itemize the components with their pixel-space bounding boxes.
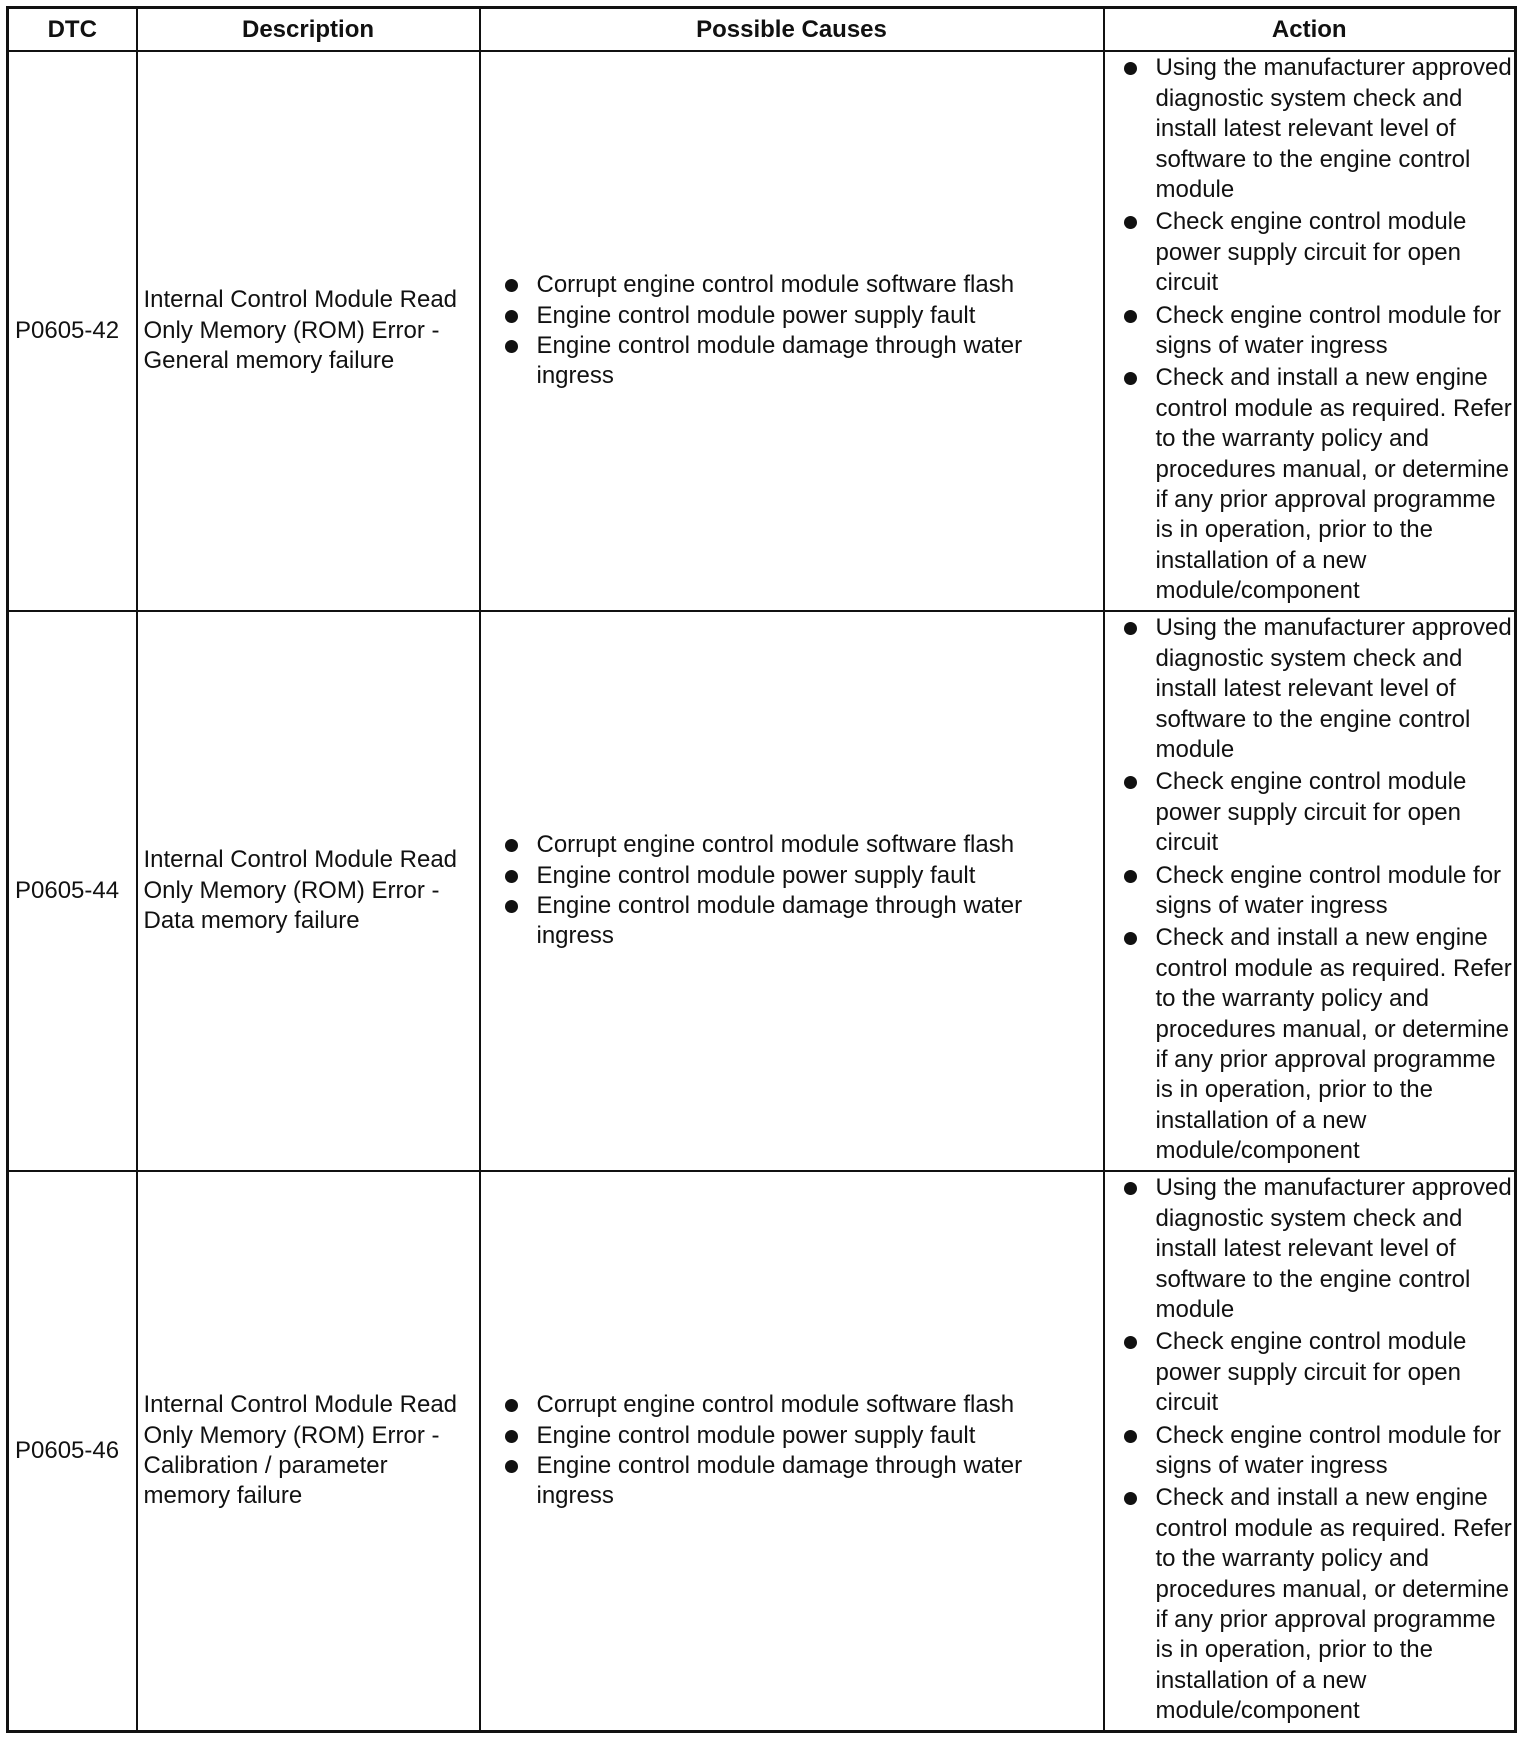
- column-header-description: Description: [137, 8, 480, 52]
- dtc-description: Internal Control Module Read Only Memory (ROM) Error - Calibration / parameter memory failure: [137, 1171, 480, 1732]
- possible-causes-list: [503, 830, 1097, 952]
- column-header-action: Action: [1104, 8, 1516, 52]
- action-item: Check engine control module for signs of water ingress: [1122, 301, 1513, 362]
- possible-causes-cell: [480, 1171, 1104, 1732]
- action-item: Using the manufacturer approved diagnostic system check and install latest relevant level of software to the engine control module: [1122, 613, 1513, 765]
- action-item: Check and install a new engine control module as required. Refer to the warranty policy and procedures manual, or determine if any prior approval programme is in operation, prior to the installation of a new module/component: [1122, 923, 1513, 1166]
- cause-item: Engine control module damage through water ingress: [503, 1451, 1097, 1512]
- dtc-table: [6, 6, 1517, 1733]
- action-item: Check engine control module power supply circuit for open circuit: [1122, 1327, 1513, 1418]
- table-row: [8, 51, 1516, 611]
- cause-item: Engine control module power supply fault: [503, 1421, 1097, 1451]
- cause-item: Engine control module power supply fault: [503, 861, 1097, 891]
- dtc-code: P0605-44: [8, 611, 137, 1171]
- action-list: [1122, 1173, 1513, 1726]
- dtc-code: P0605-46: [8, 1171, 137, 1732]
- action-list: [1122, 613, 1513, 1166]
- table-header-row: [8, 8, 1516, 52]
- action-item: Check engine control module power supply circuit for open circuit: [1122, 767, 1513, 858]
- action-item: Using the manufacturer approved diagnostic system check and install latest relevant level of software to the engine control module: [1122, 53, 1513, 205]
- action-cell: [1104, 611, 1516, 1171]
- action-cell: [1104, 1171, 1516, 1732]
- action-cell: [1104, 51, 1516, 611]
- possible-causes-cell: [480, 611, 1104, 1171]
- dtc-description: Internal Control Module Read Only Memory (ROM) Error - General memory failure: [137, 51, 480, 611]
- cause-item: Corrupt engine control module software flash: [503, 270, 1097, 300]
- dtc-description: Internal Control Module Read Only Memory (ROM) Error - Data memory failure: [137, 611, 480, 1171]
- cause-item: Corrupt engine control module software flash: [503, 830, 1097, 860]
- column-header-dtc: DTC: [8, 8, 137, 52]
- action-item: Check engine control module for signs of water ingress: [1122, 1421, 1513, 1482]
- action-item: Check and install a new engine control module as required. Refer to the warranty policy and procedures manual, or determine if any prior approval programme is in operation, prior to the installation of a new module/component: [1122, 363, 1513, 606]
- action-item: Using the manufacturer approved diagnostic system check and install latest relevant level of software to the engine control module: [1122, 1173, 1513, 1325]
- cause-item: Engine control module power supply fault: [503, 301, 1097, 331]
- column-header-possible-causes: Possible Causes: [480, 8, 1104, 52]
- possible-causes-list: [503, 1390, 1097, 1512]
- dtc-code: P0605-42: [8, 51, 137, 611]
- action-item: Check engine control module for signs of water ingress: [1122, 861, 1513, 922]
- cause-item: Engine control module damage through water ingress: [503, 891, 1097, 952]
- cause-item: Corrupt engine control module software flash: [503, 1390, 1097, 1420]
- table-row: [8, 611, 1516, 1171]
- possible-causes-cell: [480, 51, 1104, 611]
- cause-item: Engine control module damage through water ingress: [503, 331, 1097, 392]
- action-item: Check engine control module power supply circuit for open circuit: [1122, 207, 1513, 298]
- table-row: [8, 1171, 1516, 1732]
- action-item: Check and install a new engine control module as required. Refer to the warranty policy and procedures manual, or determine if any prior approval programme is in operation, prior to the installation of a new module/component: [1122, 1483, 1513, 1726]
- possible-causes-list: [503, 270, 1097, 392]
- action-list: [1122, 53, 1513, 606]
